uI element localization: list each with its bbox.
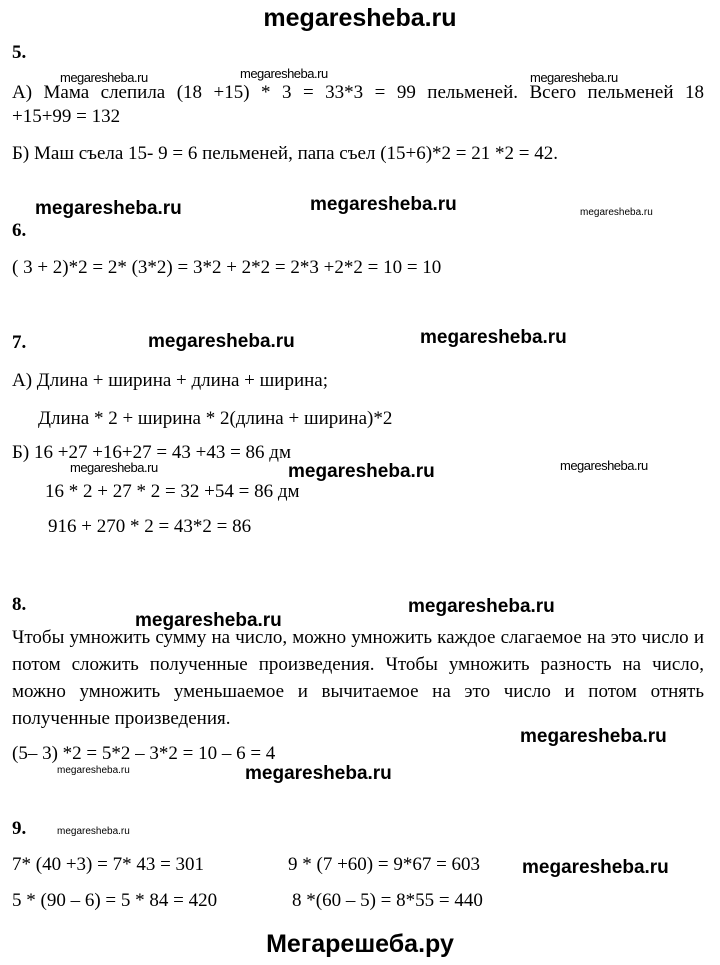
watermark: megaresheba.ru xyxy=(420,327,567,348)
watermark: megaresheba.ru xyxy=(57,826,130,837)
watermark: megaresheba.ru xyxy=(520,726,667,747)
task-9-right-1: 9 * (7 +60) = 9*67 = 603 xyxy=(288,854,481,875)
task-7-b-line1: Б) 16 +27 +16+27 = 43 +43 = 86 дм xyxy=(12,442,291,463)
watermark: megaresheba.ru xyxy=(580,207,653,218)
task-6-equation: ( 3 + 2)*2 = 2* (3*2) = 3*2 + 2*2 = 2*3 +2*2 = 10 = 10 xyxy=(12,257,442,278)
watermark: megaresheba.ru xyxy=(560,458,648,473)
task-8-paragraph: Чтобы умножить сумму на число, можно умножить каждое слагаемое на это число и потом сложить полученные произведения. Чтобы умножить разность на число, можно умножить уменьшаемое и вычитаемое на это число и потом отнять полученные произведения. xyxy=(12,627,704,729)
task-5-a-line1: А) Мама слепила (18 +15) * 3 = 33*3 = 99 пельменей. Всего пельменей 18 xyxy=(12,82,704,103)
watermark: megaresheba.ru xyxy=(35,198,182,219)
watermark: megaresheba.ru xyxy=(522,857,669,878)
task-7-b-line3: 916 + 270 * 2 = 43*2 = 86 xyxy=(48,516,252,537)
watermark: megaresheba.ru xyxy=(135,610,282,631)
task-7-a-line2: Длина * 2 + ширина * 2(длина + ширина)*2 xyxy=(38,408,393,429)
task-5-number: 5. xyxy=(12,42,27,63)
task-7-b-line2: 16 * 2 + 27 * 2 = 32 +54 = 86 дм xyxy=(45,481,300,502)
watermark: megaresheba.ru xyxy=(240,66,328,81)
watermark: megaresheba.ru xyxy=(60,70,148,85)
task-7-number: 7. xyxy=(12,332,27,353)
task-9-left-1: 7* (40 +3) = 7* 43 = 301 xyxy=(12,854,205,875)
task-7-a-line1: А) Длина + ширина + длина + ширина; xyxy=(12,370,328,391)
watermark: megaresheba.ru xyxy=(530,70,618,85)
watermark: megaresheba.ru xyxy=(310,194,457,215)
task-9-number: 9. xyxy=(12,818,27,839)
task-9-left-2: 5 * (90 – 6) = 5 * 84 = 420 xyxy=(12,890,218,911)
watermark: megaresheba.ru xyxy=(70,460,158,475)
site-footer: Мегарешеба.ру xyxy=(266,930,454,958)
task-5-b: Б) Маш съела 15- 9 = 6 пельменей, папа съел (15+6)*2 = 21 *2 = 42. xyxy=(12,143,558,164)
watermark: megaresheba.ru xyxy=(245,763,392,784)
watermark: megaresheba.ru xyxy=(408,596,555,617)
watermark: megaresheba.ru xyxy=(57,765,130,776)
task-8-number: 8. xyxy=(12,594,27,615)
watermark: megaresheba.ru xyxy=(148,331,295,352)
task-9-right-2: 8 *(60 – 5) = 8*55 = 440 xyxy=(292,890,483,911)
site-header: megaresheba.ru xyxy=(263,4,457,32)
task-8-equation: (5– 3) *2 = 5*2 – 3*2 = 10 – 6 = 4 xyxy=(12,743,276,764)
task-6-number: 6. xyxy=(12,220,27,241)
task-5-a-line2: +15+99 = 132 xyxy=(12,106,121,127)
watermark: megaresheba.ru xyxy=(288,461,435,482)
